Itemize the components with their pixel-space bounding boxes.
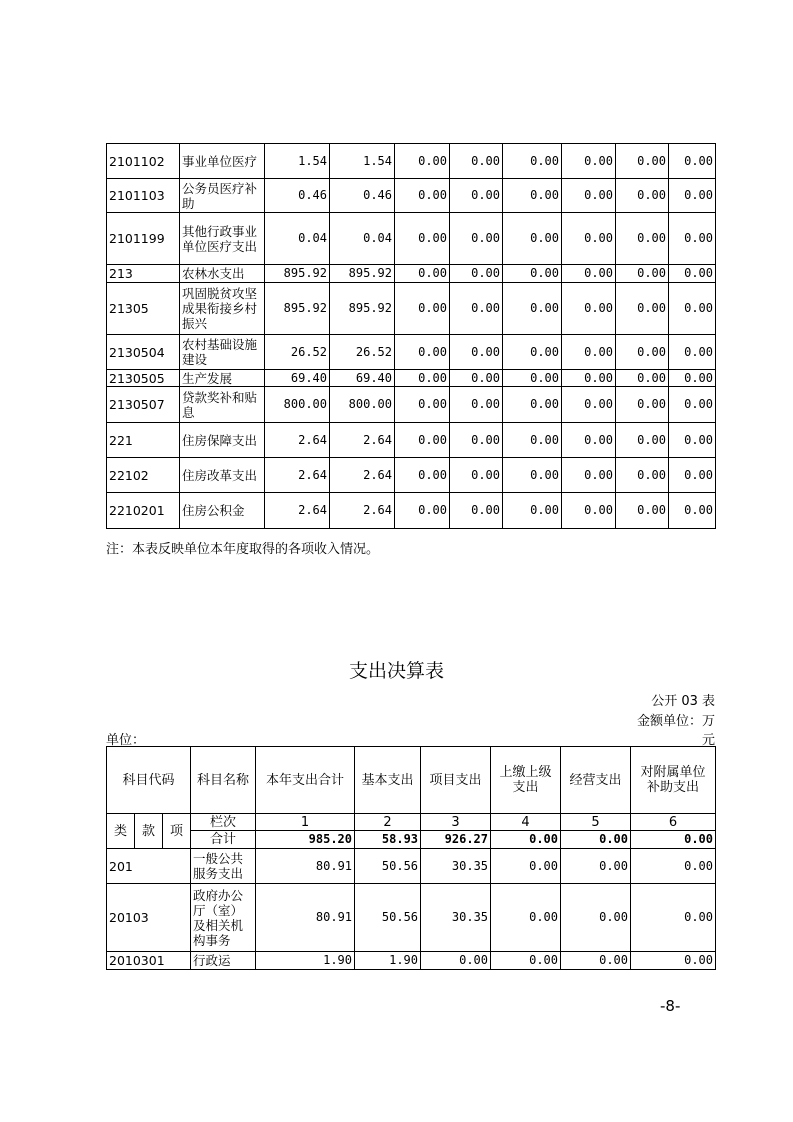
amount-cell: 0.00 <box>395 493 450 529</box>
amount-cell: 69.40 <box>265 370 330 387</box>
amount-cell: 0.00 <box>616 283 669 335</box>
amount-cell: 0.04 <box>330 213 395 265</box>
amount-cell: 1.54 <box>265 144 330 179</box>
header-lanci: 栏次 <box>191 814 256 831</box>
income-table-note: 注：本表反映单位本年度取得的各项收入情况。 <box>106 542 380 557</box>
amount-cell: 0.00 <box>561 849 631 884</box>
table-row <box>107 144 716 179</box>
amount-cell: 0.00 <box>503 458 562 493</box>
col-number: 1 <box>256 814 355 831</box>
amount-cell: 0.00 <box>562 458 616 493</box>
amount-cell: 0.00 <box>491 952 561 970</box>
total-cell: 0.00 <box>491 831 561 849</box>
amount-cell: 0.00 <box>395 179 450 213</box>
amount-cell: 0.00 <box>503 423 562 458</box>
amount-cell: 2.64 <box>265 493 330 529</box>
amount-cell: 0.00 <box>669 387 716 423</box>
amount-cell: 0.00 <box>669 144 716 179</box>
expense-table-title: 支出决算表 <box>348 660 444 682</box>
amount-cell: 80.91 <box>256 849 355 884</box>
subject-code: 20103 <box>107 884 191 952</box>
amount-cell: 0.00 <box>503 493 562 529</box>
expense-table <box>106 746 716 970</box>
amount-cell: 0.00 <box>450 370 503 387</box>
amount-cell: 0.00 <box>562 179 616 213</box>
amount-cell: 800.00 <box>330 387 395 423</box>
amount-cell: 0.00 <box>395 144 450 179</box>
amount-cell: 1.90 <box>256 952 355 970</box>
amount-cell: 0.00 <box>503 387 562 423</box>
amount-cell: 0.00 <box>631 884 716 952</box>
amount-cell: 0.00 <box>561 884 631 952</box>
amount-cell: 0.00 <box>669 370 716 387</box>
org-label: 单位： <box>106 733 146 748</box>
amount-cell: 895.92 <box>330 265 395 283</box>
subject-name: 生产发展 <box>180 370 265 387</box>
amount-cell: 0.00 <box>562 423 616 458</box>
amount-cell: 0.00 <box>503 283 562 335</box>
subject-code: 2101102 <box>107 144 180 179</box>
amount-cell: 2.64 <box>330 493 395 529</box>
header-kuan: 款 <box>135 814 163 849</box>
amount-cell: 0.00 <box>669 423 716 458</box>
subject-name: 住房改革支出 <box>180 458 265 493</box>
subject-code: 2130505 <box>107 370 180 387</box>
amount-cell: 0.00 <box>395 423 450 458</box>
table-row <box>107 884 716 952</box>
amount-cell: 1.90 <box>355 952 421 970</box>
amount-cell: 0.00 <box>562 387 616 423</box>
subject-name: 贷款奖补和贴息 <box>180 387 265 423</box>
amount-cell: 0.00 <box>669 493 716 529</box>
amount-cell: 0.46 <box>265 179 330 213</box>
amount-cell: 0.46 <box>330 179 395 213</box>
amount-cell: 0.00 <box>450 144 503 179</box>
table-row <box>107 493 716 529</box>
subject-code: 2130504 <box>107 335 180 370</box>
amount-cell: 0.00 <box>395 458 450 493</box>
amount-cell: 2.64 <box>330 423 395 458</box>
amount-cell: 800.00 <box>265 387 330 423</box>
amount-cell: 0.00 <box>669 283 716 335</box>
amount-cell: 0.00 <box>616 265 669 283</box>
amount-cell: 0.00 <box>631 849 716 884</box>
amount-cell: 30.35 <box>421 884 491 952</box>
header-basic: 基本支出 <box>355 747 421 814</box>
amount-cell: 0.00 <box>669 265 716 283</box>
total-cell: 0.00 <box>561 831 631 849</box>
col-number: 2 <box>355 814 421 831</box>
amount-cell: 80.91 <box>256 884 355 952</box>
amount-cell: 895.92 <box>265 265 330 283</box>
header-name: 科目名称 <box>191 747 256 814</box>
amount-cell: 26.52 <box>330 335 395 370</box>
subject-code: 221 <box>107 423 180 458</box>
amount-cell: 895.92 <box>265 283 330 335</box>
amount-cell: 0.00 <box>450 283 503 335</box>
col-number: 6 <box>631 814 716 831</box>
amount-cell: 0.00 <box>395 265 450 283</box>
amount-cell: 0.00 <box>616 458 669 493</box>
amount-cell: 0.00 <box>491 884 561 952</box>
subject-code: 213 <box>107 265 180 283</box>
total-cell: 926.27 <box>421 831 491 849</box>
subject-code: 2010301 <box>107 952 191 970</box>
table-row <box>107 179 716 213</box>
amount-cell: 0.00 <box>631 952 716 970</box>
table-row <box>107 265 716 283</box>
amount-cell: 0.00 <box>562 144 616 179</box>
amount-cell: 0.00 <box>669 335 716 370</box>
table-number: 公开 03 表 <box>651 694 715 709</box>
amount-cell: 0.00 <box>503 179 562 213</box>
amount-cell: 0.00 <box>450 335 503 370</box>
amount-cell: 0.00 <box>562 213 616 265</box>
amount-cell: 0.00 <box>503 265 562 283</box>
amount-cell: 0.00 <box>669 213 716 265</box>
amount-cell: 0.00 <box>616 423 669 458</box>
amount-cell: 2.64 <box>265 423 330 458</box>
subject-code: 2101199 <box>107 213 180 265</box>
amount-cell: 0.00 <box>503 370 562 387</box>
amount-cell: 0.00 <box>562 493 616 529</box>
amount-cell: 895.92 <box>330 283 395 335</box>
col-number: 5 <box>561 814 631 831</box>
header-upper: 上缴上级支出 <box>491 747 561 814</box>
table-row <box>107 387 716 423</box>
amount-cell: 0.00 <box>562 335 616 370</box>
amount-cell: 0.00 <box>450 493 503 529</box>
amount-cell: 0.00 <box>395 335 450 370</box>
amount-cell: 0.00 <box>503 213 562 265</box>
amount-cell: 50.56 <box>355 849 421 884</box>
amount-cell: 0.00 <box>395 370 450 387</box>
amount-cell: 0.00 <box>450 458 503 493</box>
amount-cell: 0.00 <box>562 283 616 335</box>
table-row <box>107 423 716 458</box>
table-row <box>107 370 716 387</box>
header-total: 本年支出合计 <box>256 747 355 814</box>
header-business: 经营支出 <box>561 747 631 814</box>
amount-cell: 69.40 <box>330 370 395 387</box>
amount-cell: 2.64 <box>330 458 395 493</box>
table-row <box>107 849 716 884</box>
amount-cell: 0.00 <box>395 283 450 335</box>
amount-cell: 0.00 <box>669 458 716 493</box>
subject-code: 2101103 <box>107 179 180 213</box>
subject-code: 22102 <box>107 458 180 493</box>
subject-name: 一般公共服务支出 <box>191 849 256 884</box>
amount-unit-tail: 元 <box>701 733 715 748</box>
amount-cell: 0.00 <box>450 387 503 423</box>
subject-name: 农林水支出 <box>180 265 265 283</box>
amount-cell: 0.00 <box>669 179 716 213</box>
amount-unit: 金额单位：万 <box>636 714 715 729</box>
amount-cell: 0.00 <box>450 423 503 458</box>
col-number: 4 <box>491 814 561 831</box>
amount-cell: 0.04 <box>265 213 330 265</box>
table-row <box>107 213 716 265</box>
amount-cell: 0.00 <box>562 265 616 283</box>
amount-cell: 0.00 <box>561 952 631 970</box>
amount-cell: 0.00 <box>616 370 669 387</box>
subject-name: 行政运 <box>191 952 256 970</box>
amount-cell: 50.56 <box>355 884 421 952</box>
amount-cell: 0.00 <box>450 213 503 265</box>
amount-cell: 30.35 <box>421 849 491 884</box>
amount-cell: 0.00 <box>616 179 669 213</box>
amount-cell: 0.00 <box>616 213 669 265</box>
amount-cell: 0.00 <box>450 265 503 283</box>
amount-cell: 0.00 <box>616 493 669 529</box>
header-code: 科目代码 <box>107 747 191 814</box>
subject-code: 21305 <box>107 283 180 335</box>
amount-cell: 0.00 <box>395 387 450 423</box>
total-cell: 58.93 <box>355 831 421 849</box>
subject-name: 住房保障支出 <box>180 423 265 458</box>
total-label: 合计 <box>191 831 256 849</box>
table-row <box>107 335 716 370</box>
subject-name: 农村基础设施建设 <box>180 335 265 370</box>
subject-code: 2130507 <box>107 387 180 423</box>
header-lei: 类 <box>107 814 135 849</box>
subject-name: 政府办公厅（室）及相关机构事务 <box>191 884 256 952</box>
amount-cell: 1.54 <box>330 144 395 179</box>
amount-cell: 0.00 <box>450 179 503 213</box>
income-table <box>106 143 716 529</box>
amount-cell: 0.00 <box>491 849 561 884</box>
amount-cell: 0.00 <box>421 952 491 970</box>
table-row <box>107 283 716 335</box>
page-number: -8- <box>660 997 681 1015</box>
amount-cell: 0.00 <box>395 213 450 265</box>
col-number: 3 <box>421 814 491 831</box>
amount-cell: 26.52 <box>265 335 330 370</box>
table-row <box>107 952 716 970</box>
table-row <box>107 458 716 493</box>
total-cell: 0.00 <box>631 831 716 849</box>
amount-cell: 0.00 <box>562 370 616 387</box>
header-project: 项目支出 <box>421 747 491 814</box>
amount-cell: 0.00 <box>503 335 562 370</box>
header-xiang: 项 <box>163 814 191 849</box>
amount-cell: 0.00 <box>616 387 669 423</box>
total-cell: 985.20 <box>256 831 355 849</box>
subject-name: 公务员医疗补助 <box>180 179 265 213</box>
subject-name: 事业单位医疗 <box>180 144 265 179</box>
header-subsidy: 对附属单位补助支出 <box>631 747 716 814</box>
subject-code: 2210201 <box>107 493 180 529</box>
amount-cell: 0.00 <box>616 144 669 179</box>
subject-name: 巩固脱贫攻坚成果衔接乡村振兴 <box>180 283 265 335</box>
amount-cell: 2.64 <box>265 458 330 493</box>
amount-cell: 0.00 <box>616 335 669 370</box>
subject-name: 住房公积金 <box>180 493 265 529</box>
subject-code: 201 <box>107 849 191 884</box>
amount-cell: 0.00 <box>503 144 562 179</box>
subject-name: 其他行政事业单位医疗支出 <box>180 213 265 265</box>
